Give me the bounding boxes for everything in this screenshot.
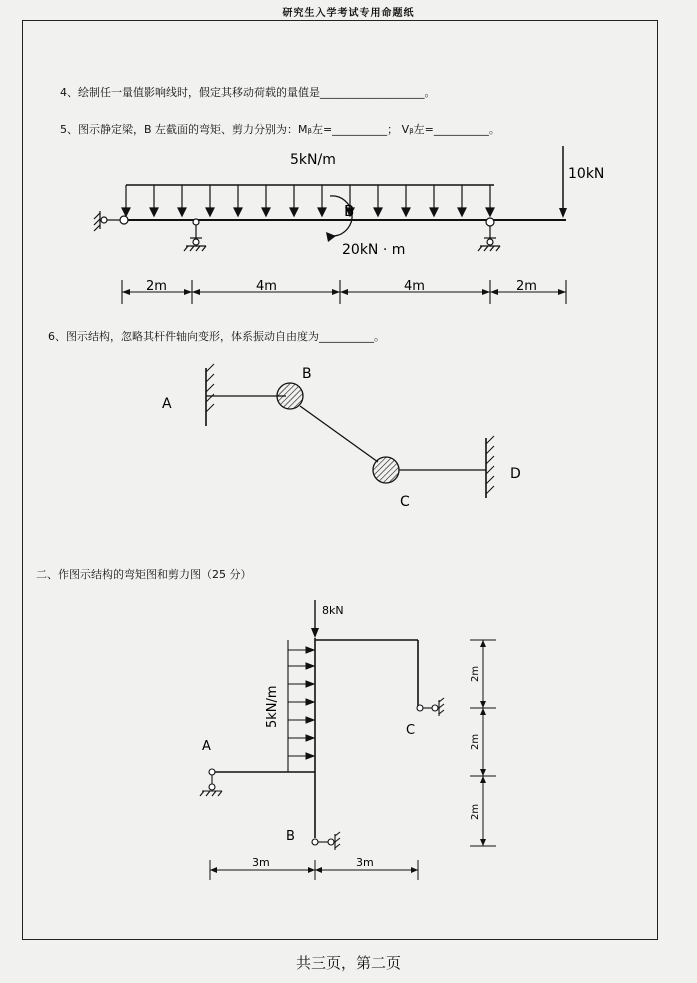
q5-dim-2: 4m xyxy=(256,279,277,294)
s2-distributed-arrows xyxy=(288,647,314,759)
q5-dim-1: 2m xyxy=(146,279,167,294)
s2-dim-h-1: 3m xyxy=(252,856,270,869)
s2-support-c xyxy=(417,698,444,716)
q5-distributed-load-label: 5kN/m xyxy=(290,152,336,168)
question-5-text: 5、图示静定梁，B 左截面的弯矩、剪力分别为：M xyxy=(60,123,308,136)
label-a: A xyxy=(162,396,172,412)
question-6: 6、图示结构，忽略其杆件轴向变形，体系振动自由度为__________。 xyxy=(48,330,385,343)
label-d: D xyxy=(510,466,521,482)
s2-point-load-arrow xyxy=(311,628,319,638)
q5-moment-label: 20kN · m xyxy=(342,242,406,258)
question-5-m-blank: ᵦ左=__________； V xyxy=(307,123,410,136)
q5-dim-3: 4m xyxy=(404,279,425,294)
question-5-v-blank: ᵦ左=__________。 xyxy=(409,123,500,136)
q5-point-load-label: 10kN xyxy=(568,166,605,182)
label-c: C xyxy=(400,494,410,510)
s2-label-c: C xyxy=(406,723,416,738)
s2-dim-v-3: 2m xyxy=(470,803,481,820)
s2-distributed-load-label: 5kN/m xyxy=(265,685,280,728)
s2-point-load-label: 8kN xyxy=(322,604,344,617)
s2-dim-v-1: 2m xyxy=(470,665,481,682)
question-4: 4、绘制任一量值影响线时，假定其移动荷载的量值是___________________。 xyxy=(60,86,436,99)
s2-label-a: A xyxy=(202,739,211,754)
s2-support-b xyxy=(312,832,340,850)
q5-point-b-label: B xyxy=(344,202,355,220)
s2-dim-h-2: 3m xyxy=(356,856,374,869)
page-footer: 共三页，第二页 xyxy=(295,954,401,972)
section-2-heading: 二、作图示结构的弯矩图和剪力图（25 分） xyxy=(36,568,252,581)
paper-header: 研究生入学考试专用命题纸 xyxy=(282,8,415,19)
label-b: B xyxy=(302,366,312,382)
s2-label-b: B xyxy=(286,829,295,844)
s2-dim-v-2: 2m xyxy=(470,733,481,750)
s2-support-a xyxy=(200,769,222,796)
q5-dim-4: 2m xyxy=(516,279,537,294)
